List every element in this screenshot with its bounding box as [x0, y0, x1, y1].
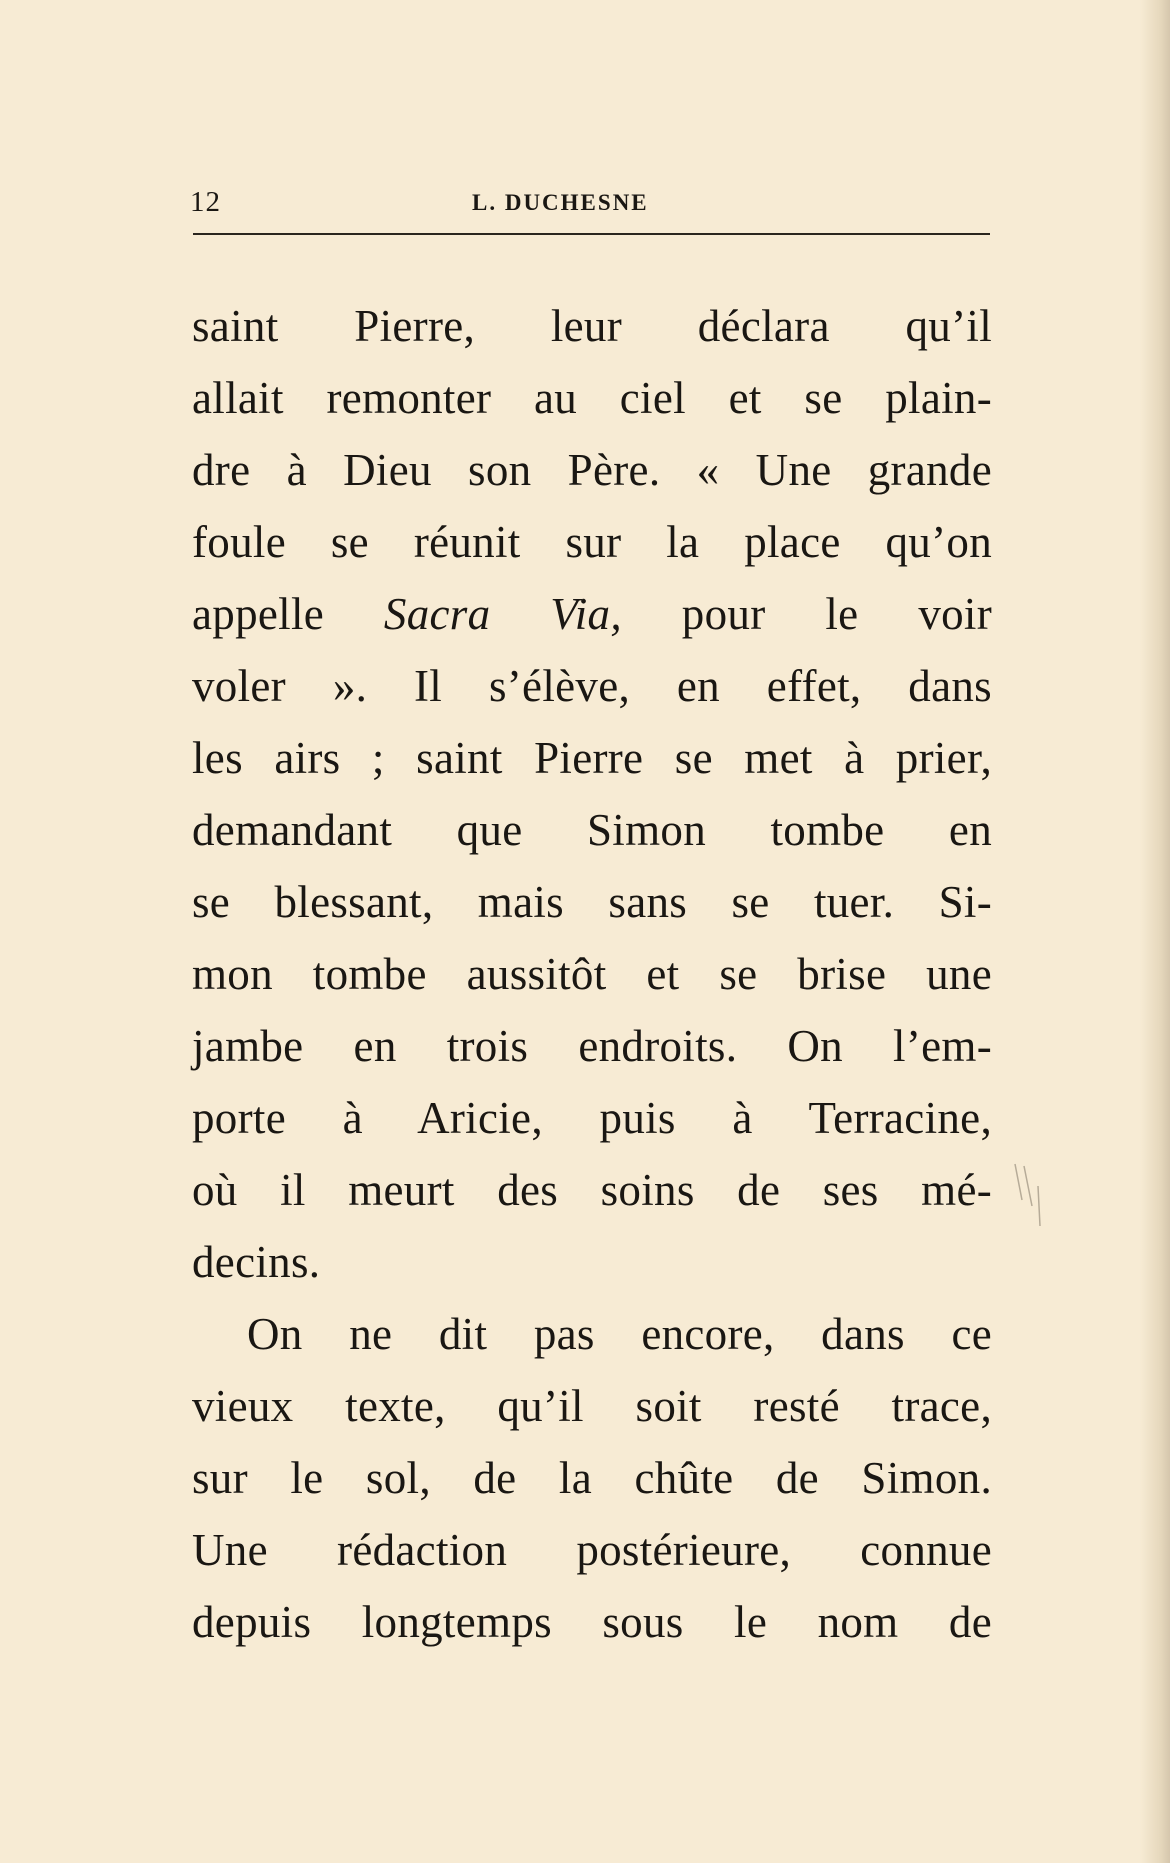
paragraph-first-line: On ne dit pas encore, dans ce — [247, 1309, 992, 1359]
text-line: voler ». Il s’élève, en effet, dans — [192, 661, 992, 711]
text-line: mon tombe aussitôt et se brise une — [192, 949, 992, 999]
italic-term: Sacra Via, — [383, 589, 622, 639]
text-line — [192, 578, 992, 650]
margin-pencil-mark — [1010, 1160, 1050, 1230]
body-text — [192, 290, 992, 1658]
text-line: saint Pierre, leur déclara qu’il — [192, 301, 992, 351]
running-title: L. DUCHESNE — [472, 190, 649, 215]
text-line: decins. — [192, 1237, 321, 1287]
text-line: vieux texte, qu’il soit resté trace, — [192, 1381, 992, 1431]
running-head — [190, 186, 990, 226]
text-line: foule se réunit sur la place qu’on — [192, 517, 992, 567]
text-line: depuis longtemps sous le nom de — [192, 1597, 992, 1647]
text-line: où il meurt des soins de ses mé- — [192, 1165, 992, 1215]
text-line: jambe en trois endroits. On l’em- — [192, 1021, 992, 1071]
text-line: allait remonter au ciel et se plain- — [192, 373, 992, 423]
text-line: demandant que Simon tombe en — [192, 805, 992, 855]
text-line: Une rédaction postérieure, connue — [192, 1525, 992, 1575]
text-fragment: pour le voir — [621, 589, 993, 639]
text-fragment: appelle — [192, 589, 384, 639]
text-line: se blessant, mais sans se tuer. Si- — [192, 877, 992, 927]
page-number: 12 — [190, 186, 221, 218]
text-line: porte à Aricie, puis à Terracine, — [192, 1093, 992, 1143]
text-line: les airs ; saint Pierre se met à prier, — [192, 733, 992, 783]
text-line: dre à Dieu son Père. « Une grande — [192, 445, 992, 495]
text-line: sur le sol, de la chûte de Simon. — [192, 1453, 992, 1503]
header-rule — [193, 233, 990, 235]
